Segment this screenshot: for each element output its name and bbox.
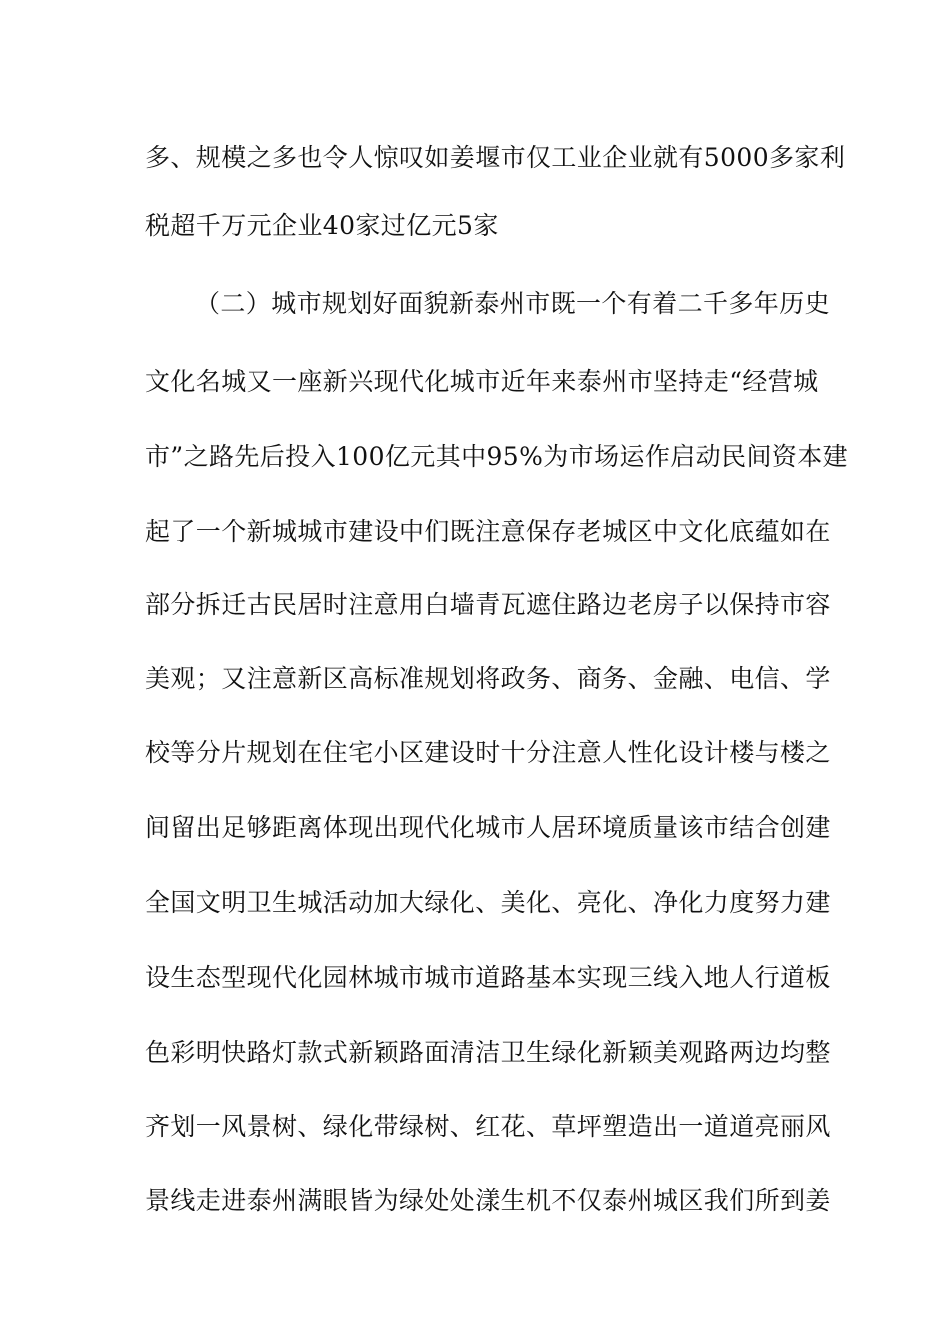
text-line-10: 间留出足够距离体现出现代化城市人居环境质量该市结合创建	[145, 813, 831, 842]
text-line-1: 多、规模之多也令人惊叹如姜堰市仅工业企业就有5000多家利	[145, 143, 846, 172]
text-line-5: 市”之路先后投入100亿元其中95%为市场运作启动民间资本建	[145, 442, 849, 471]
text-line-13: 色彩明快路灯款式新颖路面清洁卫生绿化新颖美观路两边均整	[145, 1038, 831, 1067]
text-line-14: 齐划一风景树、绿化带绿树、红花、草坪塑造出一道道亮丽风	[145, 1112, 831, 1141]
text-line-2: 税超千万元企业40家过亿元5家	[145, 211, 499, 240]
text-line-15: 景线走进泰州满眼皆为绿处处漾生机不仅泰州城区我们所到姜	[145, 1186, 831, 1215]
text-line-7: 部分拆迁古民居时注意用白墙青瓦遮住路边老房子以保持市容	[145, 590, 831, 619]
text-line-6: 起了一个新城城市建设中们既注意保存老城区中文化底蕴如在	[145, 517, 831, 546]
text-line-11: 全国文明卫生城活动加大绿化、美化、亮化、净化力度努力建	[145, 888, 831, 917]
text-line-8: 美观；又注意新区高标准规划将政务、商务、金融、电信、学	[145, 664, 831, 693]
section-heading-line: （二）城市规划好面貌新泰州市既一个有着二千多年历史	[195, 289, 831, 318]
text-line-4: 文化名城又一座新兴现代化城市近年来泰州市坚持走“经营城	[145, 367, 819, 396]
text-line-9: 校等分片规划在住宅小区建设时十分注意人性化设计楼与楼之	[145, 738, 831, 767]
text-line-12: 设生态型现代化园林城市城市道路基本实现三线入地人行道板	[145, 963, 831, 992]
